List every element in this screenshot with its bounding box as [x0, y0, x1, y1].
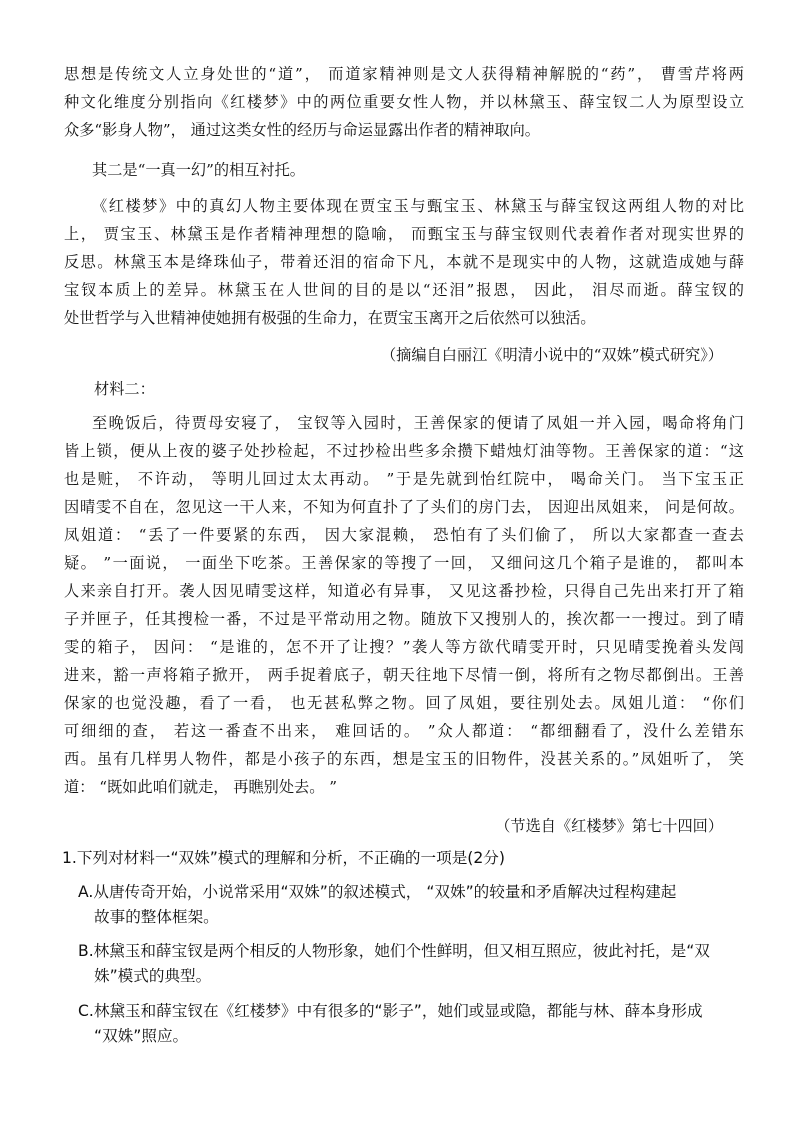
option-a-continued: 故事的整体框架。 — [94, 908, 219, 926]
text-line: 皆上锁，便从上夜的婆子处抄检起，不过抄检出些多余攒下蜡烛灯油等物。王善保家的道：“这 — [64, 442, 744, 460]
option-b[interactable]: B.林黛玉和薛宝钗是两个相反的人物形象，她们个性鲜明，但又相互照应，彼此衬托，是“双 — [78, 942, 710, 960]
question-stem: 1.下列对材料一“双姝”模式的理解和分析，不正确的一项是(2分) — [62, 849, 505, 867]
source-citation: （节选自《红楼梦》第七十四回） — [495, 817, 723, 835]
text-line: 处世哲学与入世精神使她拥有极强的生命力，在贾宝玉离开之后依然可以独活。 — [64, 309, 596, 327]
text-line: 道： “既如此咱们就走， 再瞧别处去。 ” — [64, 778, 338, 796]
text-line: 其二是“一真一幻”的相互衬托。 — [92, 161, 305, 179]
text-line: 凤姐道： “丢了一件要紧的东西， 因大家混赖， 恐怕有了头们偷了， 所以大家都查一查去 — [64, 526, 744, 544]
text-line: 也是赃， 不许动， 等明儿回过太太再动。 ”于是先就到怡红院中， 喝命关门。 当下宝玉正 — [64, 470, 744, 488]
text-line: 保家的也觉没趣，看了一看， 也无甚私弊之物。回了凤姐，要往别处去。凤姐儿道： “你们 — [64, 694, 744, 712]
text-line: 宝钗本质上的差异。林黛玉在人世间的目的是以“还泪”报恩， 因此， 泪尽而逝。薛宝钗的 — [64, 281, 744, 299]
section-label: 材料二： — [94, 380, 155, 398]
source-citation: （摘编自白丽江《明清小说中的“双姝”模式研究》） — [380, 346, 723, 364]
text-line: 疑。 ”一面说， 一面坐下吃茶。王善保家的等搜了一回， 又细问这几个箱子是谁的， 都叫本 — [64, 554, 744, 572]
option-a[interactable]: A.从唐传奇开始，小说常采用“双姝”的叙述模式， “双姝”的较量和矛盾解决过程构建起 — [78, 883, 677, 901]
text-line: 上， 贾宝玉、林黛玉是作者精神理想的隐喻， 而甄宝玉与薛宝钗则代表着作者对现实世界的 — [64, 225, 744, 243]
text-line: 反思。林黛玉本是绛珠仙子，带着还泪的宿命下凡，本就不是现实中的人物，这就造成她与薛 — [64, 253, 744, 271]
text-line: 思想是传统文人立身处世的“道”， 而道家精神则是文人获得精神解脱的“药”， 曹雪芹将两 — [64, 65, 744, 83]
text-line: 至晚饭后，待贾母安寝了， 宝钗等入园时，王善保家的便请了凤姐一并入园，喝命将角门 — [92, 414, 744, 432]
text-line: 进来，豁一声将箱子掀开， 两手捉着底子，朝天往地下尽情一倒，将所有之物尽都倒出。王善 — [64, 666, 744, 684]
option-b-continued: 姝”模式的典型。 — [94, 967, 212, 985]
text-line: 种文化维度分别指向《红楼梦》中的两位重要女性人物，并以林黛玉、薛宝钗二人为原型设立 — [64, 93, 744, 111]
text-line: 因晴雯不自在，忽见这一干人来，不知为何直扑了了头们的房门去， 因迎出凤姐来， 问是何故。 — [64, 498, 744, 516]
text-line: 子并匣子，任其搜检一番，不过是平常动用之物。随放下又搜别人的，挨次都一一搜过。到了晴 — [64, 610, 744, 628]
option-c-continued: “双姝”照应。 — [94, 1027, 189, 1045]
text-line: 西。虽有几样男人物件，都是小孩子的东西，想是宝玉的旧物件，没甚关系的。”凤姐听了， 笑 — [64, 750, 744, 768]
text-line: 人来亲自打开。袭人因见晴雯这样，知道必有异事， 又见这番抄检，只得自己先出来打开了箱 — [64, 582, 744, 600]
text-line: 雯的箱子， 因问： “是谁的，怎不开了让搜？”袭人等方欲代晴雯开时，只见晴雯挽着头发闯 — [64, 638, 744, 656]
text-line: 可细细的查， 若这一番查不出来， 难回话的。 ”众人都道： “都细翻看了，没什么差错东 — [64, 722, 744, 740]
text-line: 《红楼梦》中的真幻人物主要体现在贾宝玉与甄宝玉、林黛玉与薛宝钗这两组人物的对比 — [92, 197, 744, 215]
text-line: 众多“影身人物”， 通过这类女性的经历与命运显露出作者的精神取向。 — [64, 121, 540, 139]
option-c[interactable]: C.林黛玉和薛宝钗在《红楼梦》中有很多的“影子”，她们或显或隐，都能与林、薛本身形成 — [78, 1002, 703, 1020]
